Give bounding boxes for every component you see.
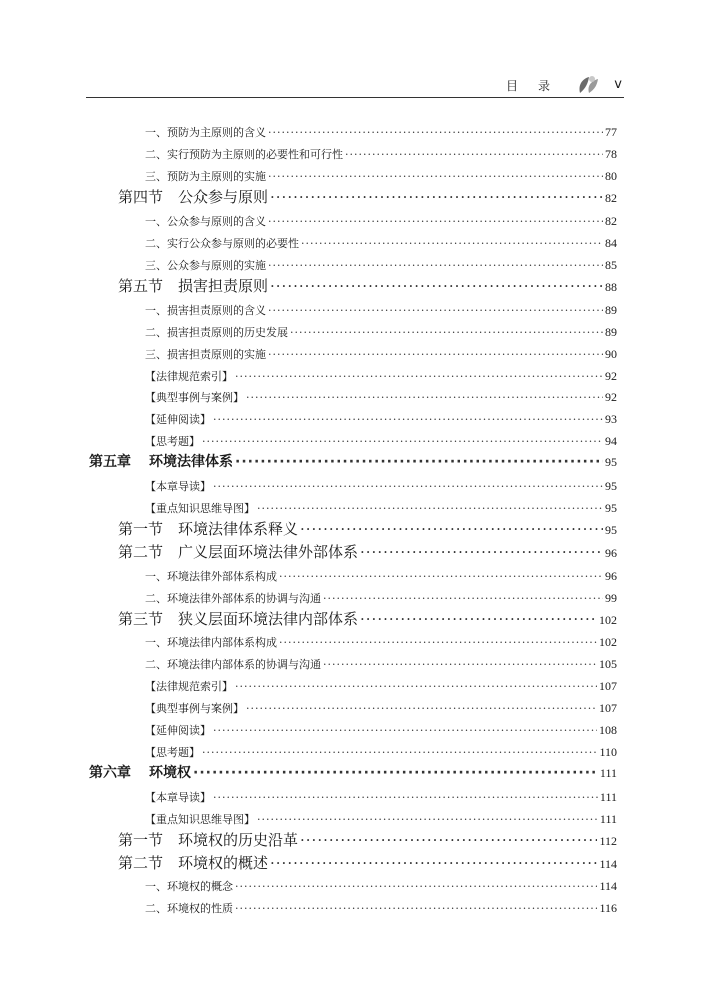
leader-dots xyxy=(257,502,603,515)
toc-entry-page: 111 xyxy=(599,790,617,804)
toc-entry-title xyxy=(145,168,266,184)
toc-entry-title xyxy=(145,744,200,760)
toc-entry-label: 环境权的概述 xyxy=(178,854,269,872)
leader-dots xyxy=(257,813,598,826)
toc-entry[interactable] xyxy=(145,500,617,516)
toc-entry-page: 114 xyxy=(599,879,617,893)
toc-entry[interactable] xyxy=(118,608,617,629)
toc-entry-title xyxy=(145,346,266,362)
toc-entry[interactable] xyxy=(118,275,617,296)
toc-entry-label: 三、预防为主原则的实施 xyxy=(145,170,266,183)
toc-entry-label: 【本章导读】 xyxy=(145,791,211,804)
toc-entry-page: 82 xyxy=(605,191,617,205)
toc-entry-label: 狭义层面环境法律内部体系 xyxy=(178,610,359,628)
leader-dots xyxy=(213,724,597,737)
header-rule xyxy=(86,97,624,98)
header-title: 目录 xyxy=(505,79,570,93)
toc-entry-title xyxy=(145,213,266,229)
toc-entry-title xyxy=(145,411,211,427)
toc-entry-page: 94 xyxy=(605,434,617,448)
toc-entry-title xyxy=(145,722,211,738)
toc-entry[interactable] xyxy=(145,146,617,162)
toc-entry-number: 第六章 xyxy=(89,765,131,781)
leader-dots xyxy=(270,854,597,872)
toc-entry-page: 96 xyxy=(605,546,617,560)
toc-entry-page: 99 xyxy=(605,591,617,605)
leader-dots xyxy=(202,435,603,448)
toc-entry-label: 公众参与原则 xyxy=(178,188,269,206)
toc-entry-label: 二、环境法律外部体系的协调与沟通 xyxy=(145,592,321,605)
toc-entry-page: 116 xyxy=(599,901,617,915)
toc-entry[interactable] xyxy=(145,789,617,805)
toc-entry-page: 107 xyxy=(599,701,617,715)
toc-entry-page: 80 xyxy=(605,169,617,183)
toc-entry-page: 111 xyxy=(599,766,617,780)
toc-entry-title xyxy=(145,678,233,694)
toc-entry[interactable] xyxy=(145,878,617,894)
toc-entry-title xyxy=(118,186,268,207)
leader-dots xyxy=(235,880,597,893)
toc-entry[interactable] xyxy=(145,700,617,716)
toc-entry[interactable] xyxy=(118,829,617,850)
toc-entry-label: 一、损害担责原则的含义 xyxy=(145,304,266,317)
toc-entry-page: 107 xyxy=(599,679,617,693)
toc-entry-page: 112 xyxy=(599,834,617,848)
toc-entry[interactable] xyxy=(145,124,617,140)
toc-entry-title xyxy=(145,590,321,606)
toc-entry-title xyxy=(145,789,211,805)
toc-entry-title xyxy=(145,478,211,494)
toc-entry-title xyxy=(145,302,266,318)
toc-entry-title xyxy=(118,518,298,539)
toc-entry[interactable] xyxy=(145,346,617,362)
leader-dots xyxy=(246,702,597,715)
toc-entry[interactable] xyxy=(145,411,617,427)
toc-entry-number: 第五章 xyxy=(89,454,131,470)
toc-entry-label: 【思考题】 xyxy=(145,435,200,448)
toc-entry-number: 第五节 xyxy=(118,277,164,295)
toc-entry-label: 二、损害担责原则的历史发展 xyxy=(145,326,288,339)
leader-dots xyxy=(235,902,597,915)
leader-dots xyxy=(213,791,598,804)
toc-entry-page: 88 xyxy=(605,280,617,294)
toc-entry-page: 114 xyxy=(599,857,617,871)
toc-entry-title xyxy=(145,656,321,672)
leader-dots xyxy=(268,348,603,361)
leader-dots xyxy=(235,454,603,470)
toc-entry-label: 二、实行公众参与原则的必要性 xyxy=(145,237,299,250)
toc-entry[interactable] xyxy=(145,368,617,384)
toc-entry-title xyxy=(145,324,288,340)
toc-entry-page: 89 xyxy=(605,303,617,317)
toc-entry-page: 92 xyxy=(605,369,617,383)
toc-entry[interactable] xyxy=(89,762,617,782)
toc-entry-page: 84 xyxy=(605,236,617,250)
toc-entry-label: 环境权的历史沿革 xyxy=(178,831,299,849)
toc-entry[interactable] xyxy=(145,324,617,340)
toc-entry-title xyxy=(118,852,268,873)
toc-entry[interactable] xyxy=(145,744,617,760)
toc-entry-label: 【延伸阅读】 xyxy=(145,413,211,426)
toc-entry-page: 110 xyxy=(599,745,617,759)
toc-entry-title xyxy=(145,124,266,140)
leader-dots xyxy=(246,391,603,404)
toc-entry[interactable] xyxy=(145,433,617,449)
toc-entry[interactable] xyxy=(145,900,617,916)
leader-dots xyxy=(235,370,603,383)
toc-entry-title xyxy=(145,433,200,449)
toc-entry-page: 96 xyxy=(605,569,617,583)
toc-entry-title xyxy=(89,451,233,471)
leader-dots xyxy=(323,592,603,605)
toc-entry[interactable] xyxy=(145,213,617,229)
leader-dots xyxy=(301,237,603,250)
toc-entry-label: 二、环境法律内部体系的协调与沟通 xyxy=(145,658,321,671)
toc-entry-title xyxy=(145,878,233,894)
toc-entry-number: 第三节 xyxy=(118,610,164,628)
toc-entry-label: 损害担责原则 xyxy=(178,277,269,295)
leader-dots xyxy=(268,170,603,183)
leader-dots xyxy=(345,148,603,161)
leader-dots xyxy=(279,636,597,649)
toc-entry-title xyxy=(145,500,255,516)
toc-entry-page: 82 xyxy=(605,214,617,228)
toc-entry-label: 【典型事例与案例】 xyxy=(145,391,244,404)
toc-entry-title xyxy=(145,389,244,405)
toc-entry-page: 93 xyxy=(605,412,617,426)
toc-entry[interactable] xyxy=(145,235,617,251)
toc-entry-title xyxy=(118,608,358,629)
toc-entry-label: 【典型事例与案例】 xyxy=(145,702,244,715)
toc-entry[interactable] xyxy=(118,518,617,539)
toc-entry[interactable] xyxy=(145,722,617,738)
toc-entry[interactable] xyxy=(145,168,617,184)
toc-entry-title xyxy=(145,257,266,273)
toc-entry-label: 【法律规范索引】 xyxy=(145,680,233,693)
toc-entry-title xyxy=(118,275,268,296)
leader-dots xyxy=(268,304,603,317)
leader-dots xyxy=(300,520,603,538)
toc-entry-title xyxy=(145,235,299,251)
toc-entry-page: 102 xyxy=(599,613,617,627)
toc-entry-page: 89 xyxy=(605,325,617,339)
leader-dots xyxy=(360,543,603,561)
toc-entry-label: 【思考题】 xyxy=(145,746,200,759)
toc-entry-label: 环境法律体系释义 xyxy=(178,520,299,538)
leader-dots xyxy=(290,326,603,339)
toc-entry-title xyxy=(145,700,244,716)
toc-entry-label: 一、公众参与原则的含义 xyxy=(145,215,266,228)
toc-entry-label: 【延伸阅读】 xyxy=(145,724,211,737)
toc-entry-page: 95 xyxy=(605,523,617,537)
toc-entry-label: 【法律规范索引】 xyxy=(145,370,233,383)
toc-entry-label: 一、环境权的概念 xyxy=(145,880,233,893)
toc-entry[interactable] xyxy=(145,590,617,606)
leader-dots xyxy=(270,277,603,295)
toc-entry-page: 90 xyxy=(605,347,617,361)
toc-entry-page: 105 xyxy=(599,657,617,671)
leader-dots xyxy=(268,126,603,139)
toc-entry[interactable] xyxy=(118,186,617,207)
leader-dots xyxy=(193,765,598,781)
toc-entry-number: 第一节 xyxy=(118,520,164,538)
toc-entry-label: 【本章导读】 xyxy=(145,480,211,493)
toc-entry-label: 【重点知识思维导图】 xyxy=(145,502,255,515)
toc-entry-number: 第一节 xyxy=(118,831,164,849)
leader-dots xyxy=(213,413,603,426)
leader-dots xyxy=(268,259,603,272)
toc-entry-page: 102 xyxy=(599,635,617,649)
toc-entry[interactable] xyxy=(145,389,617,405)
toc-entry-title xyxy=(145,368,233,384)
toc-entry-label: 一、环境法律外部体系构成 xyxy=(145,570,277,583)
toc-entry[interactable] xyxy=(145,811,617,827)
toc-entry-label: 二、实行预防为主原则的必要性和可行性 xyxy=(145,148,343,161)
toc-entry-title xyxy=(118,541,358,562)
toc-entry[interactable] xyxy=(145,678,617,694)
toc-entry-title xyxy=(118,829,298,850)
toc-entry-label: 二、环境权的性质 xyxy=(145,902,233,915)
toc-entry-label: 三、损害担责原则的实施 xyxy=(145,348,266,361)
toc-entry[interactable] xyxy=(145,656,617,672)
toc-entry-page: 78 xyxy=(605,147,617,161)
toc-entry-title xyxy=(145,811,255,827)
toc-entry-page: 77 xyxy=(605,125,617,139)
page-header xyxy=(86,72,624,98)
leader-dots xyxy=(202,746,597,759)
toc-entry[interactable] xyxy=(145,257,617,273)
toc-entry[interactable] xyxy=(145,568,617,584)
toc-entry-title xyxy=(145,146,343,162)
leader-dots xyxy=(268,215,603,228)
leader-dots xyxy=(360,610,597,628)
toc-entry[interactable] xyxy=(118,852,617,873)
toc-entry-label: 广义层面环境法律外部体系 xyxy=(178,543,359,561)
toc-entry-label: 三、公众参与原则的实施 xyxy=(145,259,266,272)
toc-entry-page: 95 xyxy=(605,455,617,469)
toc-entry[interactable] xyxy=(145,478,617,494)
toc-entry-label: 一、环境法律内部体系构成 xyxy=(145,636,277,649)
toc-entry-label: 【重点知识思维导图】 xyxy=(145,813,255,826)
toc-entry[interactable] xyxy=(89,451,617,471)
leader-dots xyxy=(279,570,603,583)
toc-entry-title xyxy=(145,634,277,650)
toc-entry-page: 85 xyxy=(605,258,617,272)
toc-entry-number: 第二节 xyxy=(118,854,164,872)
toc-entry-label: 环境权 xyxy=(149,765,191,781)
leader-dots xyxy=(235,680,597,693)
toc-entry-title xyxy=(145,900,233,916)
toc-entry[interactable] xyxy=(118,541,617,562)
toc-entry-number: 第二节 xyxy=(118,543,164,561)
toc-entry[interactable] xyxy=(145,634,617,650)
toc-entry-number: 第四节 xyxy=(118,188,164,206)
toc-entry-page: 111 xyxy=(599,812,617,826)
toc-entry[interactable] xyxy=(145,302,617,318)
toc-entry-label: 一、预防为主原则的含义 xyxy=(145,126,266,139)
leaf-logo-icon xyxy=(576,73,604,95)
leader-dots xyxy=(270,188,603,206)
header-page-number: v xyxy=(614,77,622,92)
toc-entry-label: 环境法律体系 xyxy=(149,454,233,470)
leader-dots xyxy=(323,658,597,671)
toc-entry-page: 95 xyxy=(605,479,617,493)
leader-dots xyxy=(300,831,597,849)
toc-entry-title xyxy=(89,762,191,782)
leader-dots xyxy=(213,480,603,493)
toc-entry-page: 95 xyxy=(605,501,617,515)
toc-entry-page: 108 xyxy=(599,723,617,737)
toc-entry-page: 92 xyxy=(605,390,617,404)
toc-entry-title xyxy=(145,568,277,584)
